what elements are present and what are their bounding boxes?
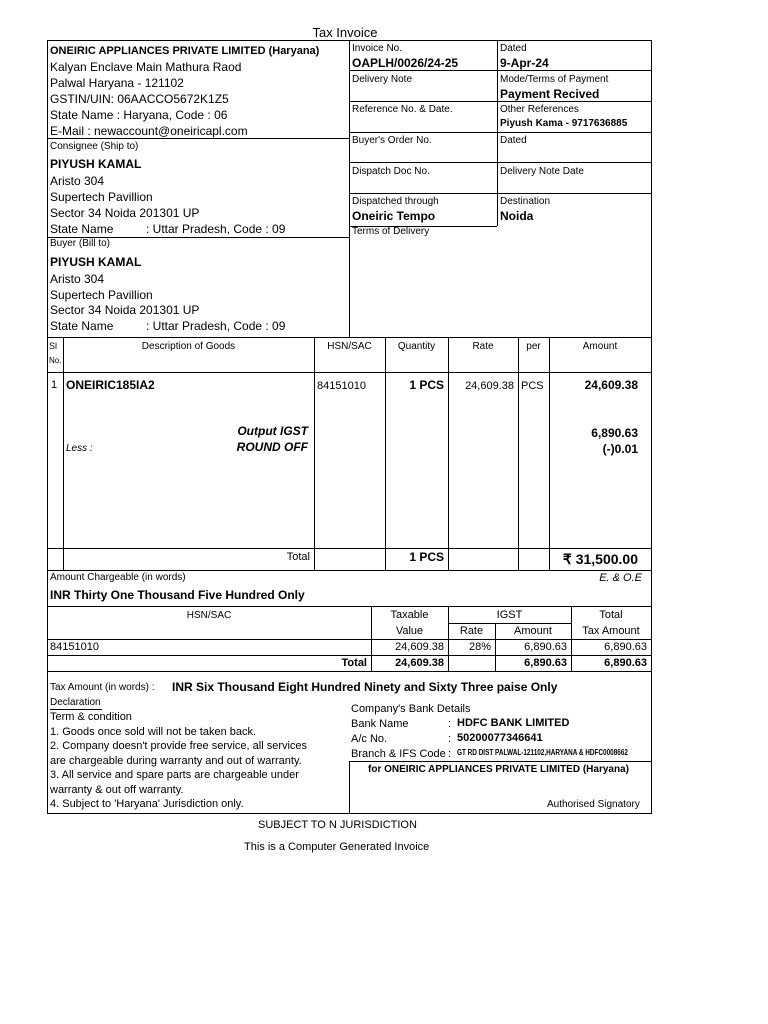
declaration-line: 2. Company doesn't provide free service, all services [50, 740, 308, 752]
tax-row-rate: 28% [468, 641, 491, 653]
tax-total-amount: 6,890.63 [524, 657, 567, 669]
consignee-heading: Consignee (Ship to) [50, 141, 139, 152]
tax-amount-in-words: INR Six Thousand Eight Hundred Ninety and Sixty Three paise Only [172, 680, 558, 694]
buyer-address-line: Sector 34 Noida 201301 UP [50, 303, 200, 317]
igst-amount: 6,890.63 [591, 426, 638, 440]
col-header-per: per [526, 341, 541, 352]
tax-total-label: Total [341, 657, 367, 669]
amount-words-label: Amount Chargeable (in words) [50, 572, 186, 583]
declaration-line: 1. Goods once sold will not be taken back. [50, 726, 257, 738]
declaration-heading: Declaration [50, 697, 101, 708]
buyer-address-line: Aristo 304 [50, 272, 105, 286]
bank-colon: : [448, 718, 452, 730]
computer-generated-note: This is a Computer Generated Invoice [244, 841, 430, 853]
item-quantity: 1 PCS [409, 378, 444, 392]
col-header-rate: Rate [472, 341, 494, 352]
igst-label: Output IGST [237, 424, 308, 438]
bank-branch-ifsc: GT RD DIST PALWAL-121102,HARYANA & HDFC0008662 [457, 748, 628, 757]
dispatched-through-label: Dispatched through [352, 196, 439, 207]
eoe-label: E. & O.E [599, 572, 642, 584]
payment-terms-label: Mode/Terms of Payment [500, 74, 609, 85]
seller-address-line: Kalyan Enclave Main Mathura Raod [50, 60, 242, 74]
tax-header-hsn: HSN/SAC [186, 610, 232, 621]
tax-row-amount: 6,890.63 [524, 641, 567, 653]
tax-words-label: Tax Amount (in words) : [50, 682, 155, 693]
col-header-hsn: HSN/SAC [327, 341, 372, 352]
declaration-line: are chargeable during warranty and out of warranty. [50, 755, 302, 767]
tax-header-igst: IGST [496, 609, 523, 621]
col-header-sl-no: No. [49, 356, 62, 365]
tax-total-taxable: 24,609.38 [395, 657, 444, 669]
page-title: Tax Invoice [312, 25, 378, 40]
consignee-name: PIYUSH KAMAL [50, 157, 142, 171]
buyers-order-dated-label: Dated [500, 135, 527, 146]
bank-account-number: 50200077346641 [457, 732, 543, 744]
consignee-address-line: Supertech Pavillion [50, 190, 153, 204]
tax-header-amount: Amount [514, 625, 552, 637]
round-off-amount: (-)0.01 [602, 442, 638, 456]
declaration-line: 3. All service and spare parts are chargeable under [50, 769, 299, 781]
dispatch-doc-label: Dispatch Doc No. [352, 166, 430, 177]
item-rate: 24,609.38 [465, 380, 514, 392]
destination: Noida [500, 209, 534, 223]
item-description: ONEIRIC185IA2 [66, 378, 155, 392]
amount-in-words: INR Thirty One Thousand Five Hundred Only [50, 588, 305, 602]
dated-label: Dated [500, 43, 527, 54]
tax-header-tax-amount: Tax Amount [582, 625, 640, 637]
tax-row-taxable: 24,609.38 [395, 641, 444, 653]
less-label: Less : [66, 443, 93, 454]
tax-header-taxable: Taxable [390, 609, 429, 621]
bank-name: HDFC BANK LIMITED [457, 717, 570, 729]
tax-row-total: 6,890.63 [604, 641, 647, 653]
delivery-note-date-label: Delivery Note Date [500, 166, 584, 177]
invoice-date: 9-Apr-24 [500, 56, 549, 70]
payment-terms: Payment Recived [500, 87, 600, 101]
bank-colon: : [448, 748, 452, 760]
col-header-description: Description of Goods [141, 341, 236, 352]
consignee-state-label: State Name [50, 222, 114, 236]
consignee-address-line: Sector 34 Noida 201301 UP [50, 206, 200, 220]
item-per: PCS [521, 380, 544, 392]
reference-label: Reference No. & Date. [352, 104, 453, 115]
buyer-name: PIYUSH KAMAL [50, 255, 142, 269]
tax-total-total: 6,890.63 [604, 657, 647, 669]
invoice-no: OAPLH/0026/24-25 [352, 56, 459, 70]
delivery-note-label: Delivery Note [352, 74, 413, 85]
col-header-amount: Amount [582, 341, 618, 352]
buyer-state-label: State Name [50, 319, 114, 333]
bank-ac-label: A/c No. [351, 733, 388, 745]
buyer-state-value: : Uttar Pradesh, Code : 09 [146, 319, 286, 333]
buyers-order-label: Buyer's Order No. [352, 135, 432, 146]
jurisdiction-note: SUBJECT TO N JURISDICTION [258, 819, 417, 831]
terms-of-delivery-label: Terms of Delivery [352, 226, 430, 237]
bank-colon: : [448, 733, 452, 745]
item-sl: 1 [51, 379, 58, 391]
items-total-quantity: 1 PCS [409, 550, 444, 564]
buyer-address-line: Supertech Pavillion [50, 288, 153, 302]
tax-row-hsn: 84151010 [50, 641, 99, 653]
item-hsn: 84151010 [317, 380, 366, 392]
item-amount: 24,609.38 [584, 378, 638, 392]
consignee-address-line: Aristo 304 [50, 174, 105, 188]
bank-name-label: Bank Name [351, 718, 409, 730]
dispatched-through: Oneiric Tempo [352, 209, 436, 223]
other-references: Piyush Kama - 9717636885 [500, 118, 628, 129]
signature-for-line: for ONEIRIC APPLIANCES PRIVATE LIMITED (Haryana) [368, 764, 629, 775]
consignee-state-value: : Uttar Pradesh, Code : 09 [146, 222, 286, 236]
items-total-label: Total [286, 551, 310, 563]
round-off-label: ROUND OFF [236, 440, 308, 454]
other-references-label: Other References [500, 104, 579, 115]
seller-state: State Name : Haryana, Code : 06 [50, 108, 228, 122]
col-header-sl: Sl [49, 341, 58, 351]
declaration-line: Term & condition [50, 711, 132, 723]
destination-label: Destination [500, 196, 551, 207]
declaration-line: warranty & out off warranty. [50, 784, 184, 796]
tax-header-value: Value [395, 625, 424, 637]
seller-email: E-Mail : newaccount@oneiricapl.com [50, 124, 248, 138]
buyer-heading: Buyer (Bill to) [50, 238, 111, 249]
tax-header-total: Total [599, 609, 623, 621]
items-total-amount: ₹ 31,500.00 [562, 551, 638, 567]
authorised-signatory: Authorised Signatory [547, 799, 640, 810]
invoice-no-label: Invoice No. [352, 43, 403, 54]
declaration-line: 4. Subject to 'Haryana' Jurisdiction only. [50, 798, 244, 810]
bank-branch-label: Branch & IFS Code [351, 748, 446, 760]
seller-gstin: GSTIN/UIN: 06AACCO5672K1Z5 [50, 92, 229, 106]
seller-address-line: Palwal Haryana - 121102 [50, 76, 184, 90]
tax-header-rate: Rate [459, 625, 484, 637]
bank-heading: Company's Bank Details [351, 703, 471, 715]
seller-name: ONEIRIC APPLIANCES PRIVATE LIMITED (Haryana) [50, 45, 320, 57]
col-header-quantity: Quantity [397, 341, 436, 352]
